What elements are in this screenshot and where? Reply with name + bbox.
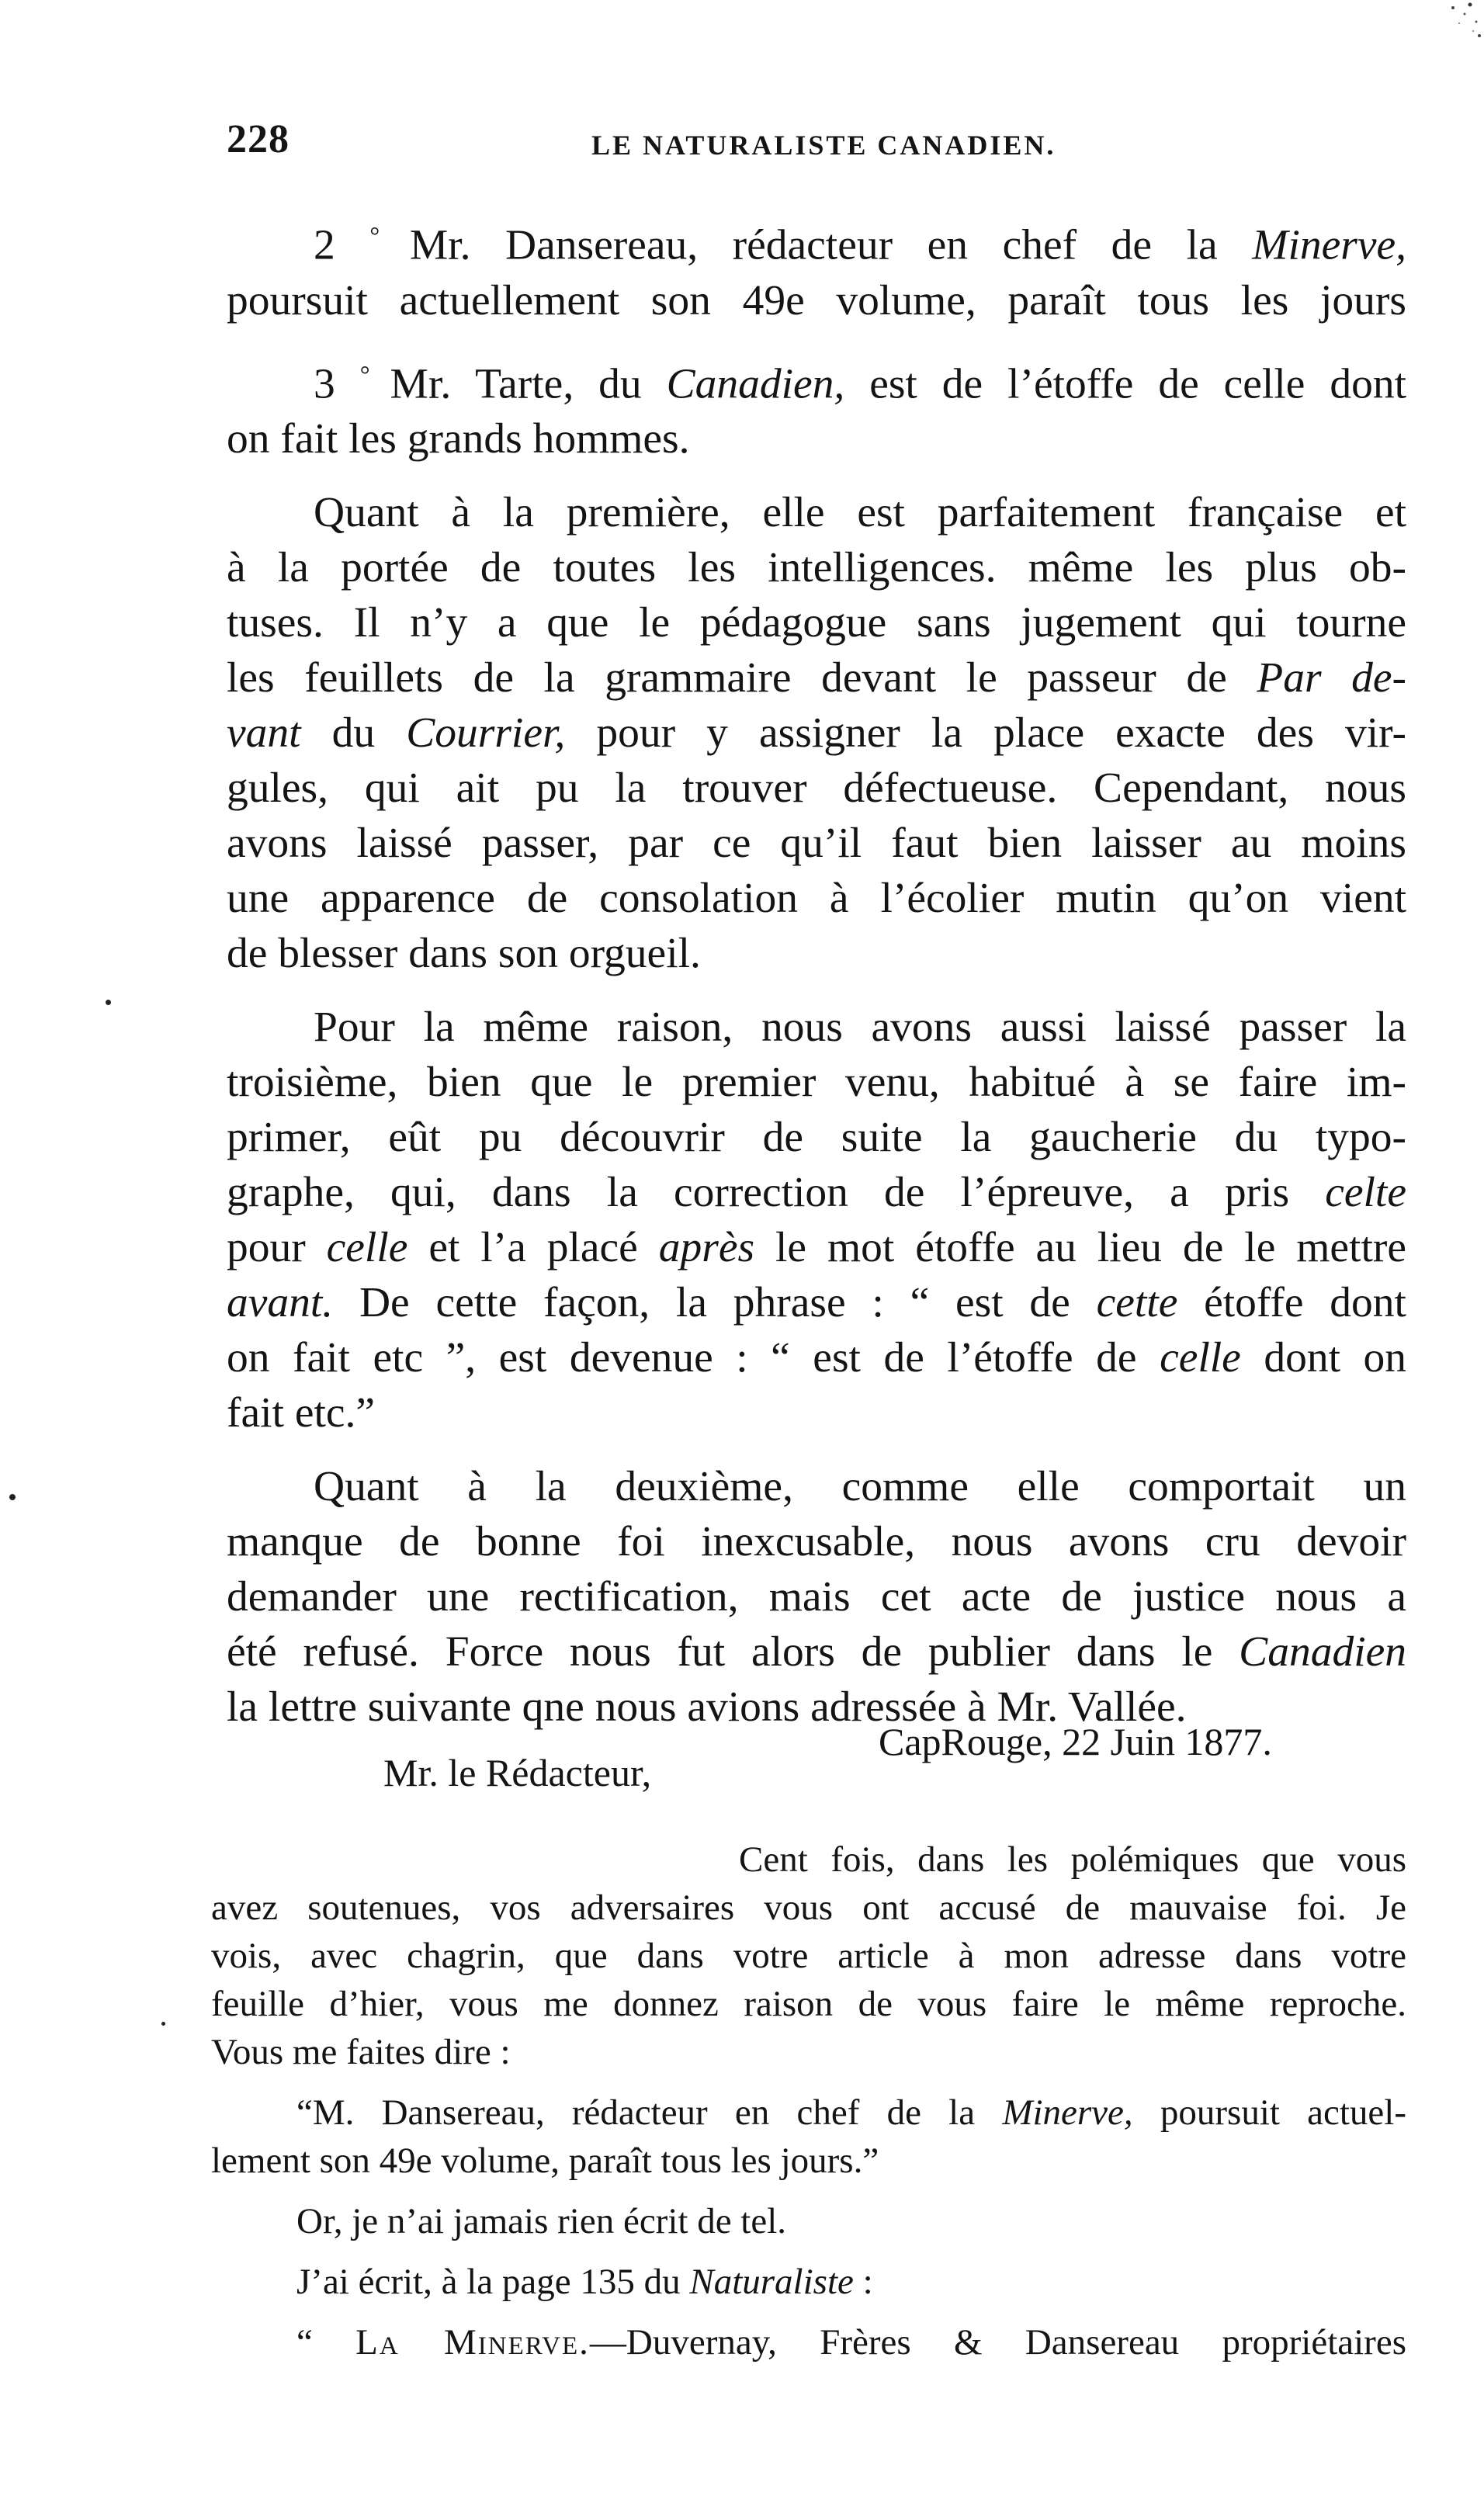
- main-text: [227, 208, 1406, 1753]
- text-line: on fait etc ”, est devenue : “ est de l’étoffe de celle dont on: [227, 1334, 1406, 1381]
- letter-line: Vous me faites dire :: [211, 2032, 511, 2072]
- letter-paragraph: [211, 2318, 1406, 2366]
- text-line: avons laissé passer, par ce qu’il faut bien laisser au moins: [227, 820, 1406, 867]
- text-line: pour celle et l’a placé après le mot étoffe au lieu de le mettre: [227, 1224, 1406, 1271]
- paragraph-item-2: [227, 208, 1406, 328]
- margin-speck: [9, 1494, 16, 1500]
- scan-speckle-decoration: [1422, 0, 1484, 54]
- journal-title: LE NATURALISTE CANADIEN.: [591, 130, 1056, 161]
- text-line: vant du Courrier, pour y assigner la place exacte des vir-: [227, 709, 1407, 757]
- text-line: graphe, qui, dans la correction de l’épreuve, a pris celte: [227, 1169, 1406, 1216]
- paragraph-item-3: [227, 347, 1406, 467]
- letter-line: “ La Minerve.—Duvernay, Frères & Dansereau propriétaires: [296, 2322, 1406, 2363]
- letter-line: avez soutenues, vos adversaires vous ont accusé de mauvaise foi. Je: [211, 1888, 1406, 1928]
- text-line: la lettre suivante qne nous avions adressée à Mr. Vallée.: [227, 1683, 1187, 1731]
- text-line: demander une rectification, mais cet acte de justice nous a: [227, 1573, 1406, 1621]
- paragraph-second-remark: [227, 1459, 1406, 1735]
- letter-line: Or, je n’ai jamais rien écrit de tel.: [296, 2201, 787, 2241]
- letter-paragraph: [211, 2258, 1406, 2306]
- text-line: Quant à la deuxième, comme elle comportait un: [314, 1463, 1406, 1510]
- text-line: primer, eût pu découvrir de suite la gaucherie du typo-: [227, 1114, 1406, 1161]
- text-line: gules, qui ait pu la trouver défectueuse. Cependant, nous: [227, 764, 1406, 812]
- margin-speck: [106, 1000, 111, 1005]
- text-line: manque de bonne foi inexcusable, nous avons cru devoir: [227, 1518, 1406, 1565]
- text-line: Quant à la première, elle est parfaitement française et: [314, 489, 1406, 536]
- letter-line: lement son 49e volume, paraît tous les jours.”: [211, 2141, 879, 2181]
- letter-salutation: Mr. le Rédacteur,: [383, 1751, 652, 1794]
- paragraph-third-remark: [227, 1000, 1406, 1440]
- text-line: tuses. Il n’y a que le pédagogue sans jugement qui tourne: [227, 599, 1406, 647]
- text-line: 2 ° Mr. Dansereau, rédacteur en chef de la Minerve,: [314, 221, 1407, 269]
- letter-line: Cent fois, dans les polémiques que vous: [739, 1839, 1406, 1880]
- text-line: fait etc.”: [227, 1389, 376, 1437]
- margin-speck: [161, 2022, 165, 2026]
- text-line: poursuit actuellement son 49e volume, paraît tous les jours: [227, 276, 1406, 324]
- letter-paragraph: [211, 2089, 1406, 2185]
- letter-paragraph: [211, 2197, 1406, 2245]
- letter-date: CapRouge, 22 Juin 1877.: [879, 1720, 1272, 1763]
- text-line: Pour la même raison, nous avons aussi laissé passer la: [314, 1004, 1406, 1051]
- letter-line: feuille d’hier, vous me donnez raison de vous faire le même reproche.: [211, 1984, 1406, 2024]
- text-line: une apparence de consolation à l’écolier mutin qu’on vient: [227, 875, 1406, 922]
- letter-line: J’ai écrit, à la page 135 du Naturaliste :: [296, 2262, 873, 2302]
- text-line: on fait les grands hommes.: [227, 415, 690, 463]
- letter-head: [211, 1719, 1406, 1836]
- text-line: avant. De cette façon, la phrase : “ est de cette étoffe dont: [227, 1279, 1406, 1326]
- text-line: été refusé. Force nous fut alors de publier dans le Canadien: [227, 1628, 1406, 1676]
- text-line: les feuillets de la grammaire devant le passeur de Par de-: [227, 654, 1406, 702]
- text-line: de blesser dans son orgueil.: [227, 930, 701, 977]
- letter-line: vois, avec chagrin, que dans votre article à mon adresse dans votre: [211, 1936, 1406, 1976]
- quoted-letter: [211, 1719, 1406, 2379]
- text-line: 3 ° Mr. Tarte, du Canadien, est de l’étoffe de celle dont: [314, 359, 1406, 407]
- text-line: troisième, bien que le premier venu, habitué à se faire im-: [227, 1059, 1406, 1106]
- text-line: à la portée de toutes les intelligences. même les plus ob-: [227, 544, 1406, 591]
- letter-paragraph: [211, 1836, 1406, 2076]
- paragraph-first-remark: [227, 485, 1406, 981]
- running-head: [227, 116, 1080, 171]
- letter-line: “M. Dansereau, rédacteur en chef de la Minerve, poursuit actuel-: [296, 2092, 1406, 2133]
- page-number: 228: [227, 117, 290, 161]
